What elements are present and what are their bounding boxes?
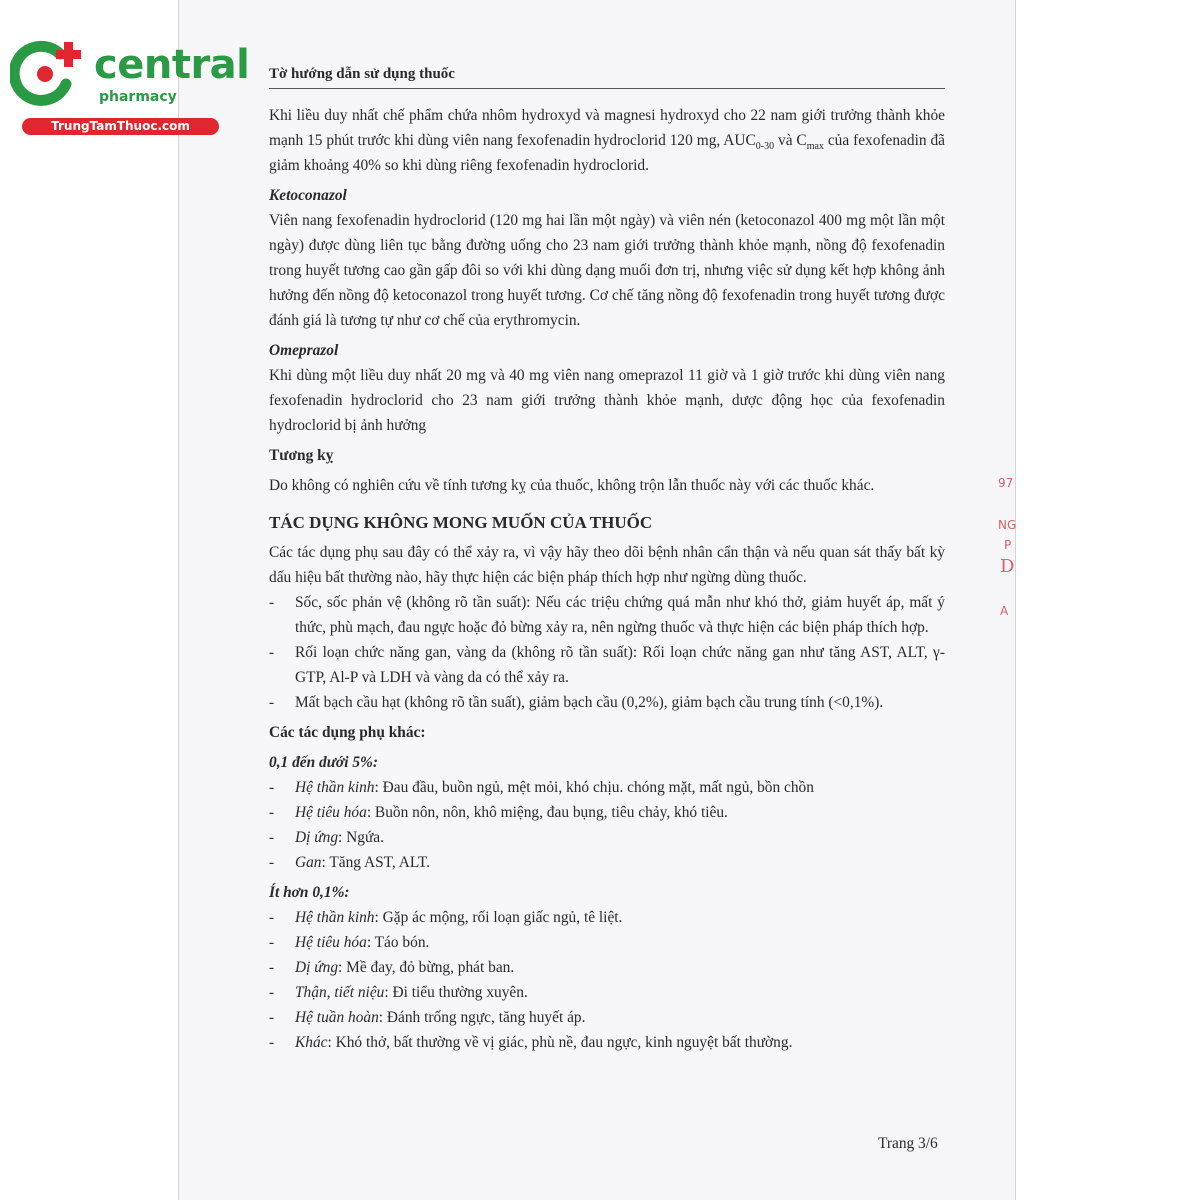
- organ-label: Khác: [295, 1034, 328, 1051]
- brand-name: central: [94, 42, 250, 88]
- adverse-effects-heading: TÁC DỤNG KHÔNG MONG MUỐN CỦA THUỐC: [269, 513, 653, 532]
- organ-label: Hệ tuần hoàn: [295, 1009, 379, 1026]
- organ-label: Dị ứng: [295, 829, 339, 846]
- organ-label: Hệ tiêu hóa: [295, 934, 367, 951]
- omeprazol-paragraph: Khi dùng một liều duy nhất 20 mg và 40 mg viên nang omeprazol 11 giờ và 1 giờ trước khi dùng viên nang fexofenadin hydroclorid cho 23 nam giới trưởng thành khỏe mạnh, dược động học của fexofenadin hydroclorid bị ảnh hưởng: [269, 367, 945, 434]
- document-content: [269, 62, 945, 1055]
- auc-subscript: 0-30: [755, 141, 775, 153]
- stamp-text: P: [1004, 538, 1012, 552]
- effect-text: : Gặp ác mộng, rối loạn giấc ngủ, tê liệt.: [374, 909, 623, 926]
- brand-site-link[interactable]: TrungTamThuoc.com: [22, 118, 219, 135]
- effect-text: : Đau đầu, buồn ngủ, mệt mỏi, khó chịu. chóng mặt, mất ngủ, bồn chồn: [374, 779, 814, 796]
- list-item: [269, 800, 945, 825]
- effect-text: : Ngứa.: [338, 829, 384, 846]
- stamp-text: NG: [998, 518, 1017, 532]
- document-header: Tờ hướng dẫn sử dụng thuốc: [269, 62, 945, 89]
- adverse-effects-intro: Các tác dụng phụ sau đây có thể xảy ra, vì vậy hãy theo dõi bệnh nhân cẩn thận và nếu quan sát thấy bất kỳ dấu hiệu bất thường nào, hãy thực hiện các biện pháp thích hợp như ngừng dùng thuốc.: [269, 544, 945, 586]
- red-stamp-fragment: [996, 470, 1026, 640]
- serious-effects-list: [269, 590, 945, 715]
- list-item: - Rối loạn chức năng gan, vàng da (không rõ tần suất): Rối loạn chức năng gan như tăng AST, ALT, γ-GTP, Al-P và LDH và vàng da có thể xảy ra.: [269, 640, 945, 690]
- incompatibility-paragraph: Do không có nghiên cứu về tính tương kỵ của thuốc, không trộn lẫn thuốc này với các thuốc khác.: [269, 477, 875, 494]
- effect-text: : Mề đay, đỏ bừng, phát ban.: [338, 959, 515, 976]
- page-number: Trang 3/6: [878, 1135, 938, 1152]
- list-item: [269, 825, 945, 850]
- effect-text: : Khó thở, bất thường về vị giác, phù nề, đau ngực, kinh nguyệt bất thường.: [327, 1034, 793, 1051]
- organ-label: Hệ tiêu hóa: [295, 804, 367, 821]
- frequency-heading-rare: Ít hơn 0,1%:: [269, 884, 350, 901]
- list-item: [269, 1005, 945, 1030]
- brand-subtitle: pharmacy: [99, 89, 177, 105]
- list-item: [269, 1030, 945, 1055]
- effect-text: : Buồn nôn, nôn, khô miệng, đau bụng, tiêu chảy, khó tiêu.: [366, 804, 728, 821]
- rare-effects-list: [269, 905, 945, 1055]
- list-item: [269, 955, 945, 980]
- incompatibility-heading: Tương kỵ: [269, 447, 334, 464]
- list-item: - Mất bạch cầu hạt (không rõ tần suất), giảm bạch cầu (0,2%), giảm bạch cầu trung tính (<0,1%).: [269, 690, 945, 715]
- organ-label: Thận, tiết niệu: [295, 984, 385, 1001]
- frequency-heading-common: 0,1 đến dưới 5%:: [269, 754, 378, 771]
- effect-text: : Tăng AST, ALT.: [321, 854, 430, 871]
- intro-text: Khi liều duy nhất chế phẩm chứa nhôm hydroxyd và magnesi hydroxyd cho 22 nam giới trưởng thành khỏe mạnh 15 phút trước khi dùng viên nang fexofenadin hydroclorid 120 mg, AUC: [269, 107, 945, 149]
- other-effects-heading: Các tác dụng phụ khác:: [269, 724, 426, 741]
- list-item: [269, 905, 945, 930]
- ketoconazol-paragraph: Viên nang fexofenadin hydroclorid (120 mg hai lần một ngày) và viên nén (ketoconazol 400 mg một lần một ngày) được dùng liên tục bằng đường uống cho 23 nam giới trưởng thành khỏe mạnh, nồng độ fexofenadin trong huyết tương cao gần gấp đôi so với khi dùng dạng muối đơn trị, nhưng việc sử dụng kết hợp không ảnh hưởng đến nồng độ ketoconazol trong huyết tương. Cơ chế tăng nồng độ fexofenadin trong huyết tương được đánh giá là tương tự như cơ chế của erythromycin.: [269, 212, 945, 329]
- common-effects-list: [269, 775, 945, 875]
- stamp-text: A: [1000, 604, 1009, 618]
- brand-logo[interactable]: [10, 36, 250, 136]
- stamp-text: 97: [998, 476, 1014, 490]
- pharmacy-logo-icon: [10, 40, 82, 108]
- organ-label: Hệ thần kinh: [295, 779, 375, 796]
- effect-text: : Đánh trống ngực, tăng huyết áp.: [378, 1009, 586, 1026]
- cmax-subscript: max: [806, 141, 824, 153]
- organ-label: Dị ứng: [295, 959, 339, 976]
- list-item: - Sốc, sốc phản vệ (không rõ tần suất): Nếu các triệu chứng quá mẫn như khó thở, giảm huyết áp, mất ý thức, phù mạch, đau ngực hoặc đỏ bừng xảy ra, nên ngừng thuốc và thực hiện các biện pháp thích hợp.: [269, 590, 945, 640]
- organ-label: Hệ thần kinh: [295, 909, 375, 926]
- omeprazol-heading: Omeprazol: [269, 342, 339, 359]
- antacid-interaction-paragraph: [269, 103, 945, 178]
- list-item: [269, 850, 945, 875]
- ketoconazol-heading: Ketoconazol: [269, 187, 347, 204]
- organ-label: Gan: [295, 854, 322, 871]
- effect-text: : Đi tiểu thường xuyên.: [384, 984, 528, 1001]
- list-item: [269, 775, 945, 800]
- intro-text-3: của fexofenadin đã giảm khoảng 40% so khi dùng riêng fexofenadin hydroclorid.: [269, 132, 945, 174]
- effect-text: : Táo bón.: [366, 934, 430, 951]
- list-item: [269, 980, 945, 1005]
- list-item: [269, 930, 945, 955]
- stamp-text: D: [1000, 556, 1015, 577]
- intro-text-2: và C: [774, 132, 807, 149]
